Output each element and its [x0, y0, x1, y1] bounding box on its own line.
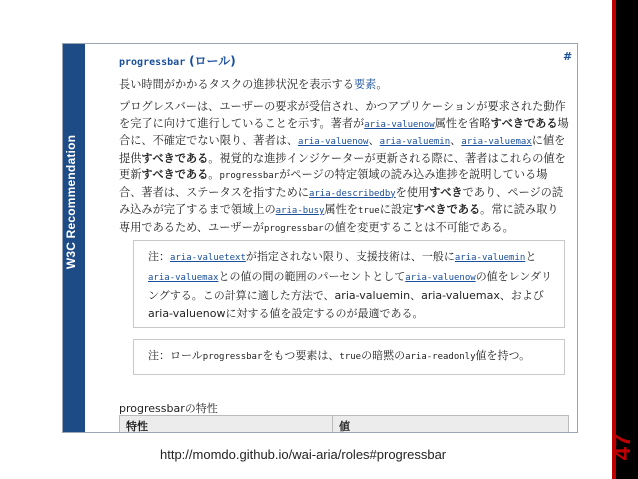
aria-valuemin-link[interactable]: aria-valuemin	[379, 137, 451, 147]
note-text: の暗黙の	[361, 349, 406, 362]
progressbar-code: progressbar	[219, 171, 280, 181]
desc-text: に値を提供	[119, 134, 566, 165]
aria-valuemax-link[interactable]: aria-valuemax	[461, 137, 532, 147]
element-link[interactable]: 要素	[353, 78, 377, 91]
desc-text: がページの特定領域の読み込み進捗を説明している場合、著者は、ステータスを指すために	[119, 168, 548, 199]
source-url: http://momdo.github.io/wai-aria/roles#progressbar	[160, 447, 447, 462]
table-header-cell: 特性	[120, 416, 333, 434]
table-header-cell: 値	[333, 416, 569, 434]
summary-text: 長い時間がかかるタスクの進捗状況を表示する	[119, 78, 354, 91]
note-text: が指定されない限り、支援技術は、一般に	[245, 250, 455, 263]
aria-valuetext-link[interactable]: aria-valuetext	[170, 253, 246, 263]
slide-side-bar	[612, 0, 638, 479]
spec-screenshot	[62, 43, 578, 433]
note-text: との値の間の範囲のパーセントとして	[218, 269, 406, 283]
note-text: と	[525, 250, 537, 263]
properties-heading: progressbarの特性	[119, 402, 218, 415]
slide-accent-line	[612, 0, 616, 479]
permalink-hash[interactable]: #	[563, 50, 573, 63]
desc-text: の値を変更することは不可能である。	[323, 220, 514, 234]
role-description	[119, 99, 569, 237]
aria-busy-link[interactable]: aria-busy	[275, 206, 325, 216]
desc-emphasis: すべきである	[413, 203, 481, 216]
note-text: 値を持つ。	[475, 349, 531, 362]
table-header-row	[120, 416, 569, 434]
desc-text: 場合に、不確定でない限り、著者は、	[119, 116, 569, 147]
aria-valuenow-link[interactable]: aria-valuenow	[298, 137, 369, 147]
aria-readonly-code: aria-readonly	[405, 352, 476, 362]
progressbar-code: progressbar	[202, 352, 263, 362]
properties-table	[119, 415, 569, 433]
desc-emphasis: すべきである	[141, 168, 209, 181]
w3c-status-label: W3C Recommendation	[64, 134, 78, 270]
note-text: 注：ロール	[148, 349, 203, 362]
desc-text: 。視覚的な進捗インジケーターが更新される際に、著者はこれらの値を更新	[119, 151, 566, 181]
desc-text: 、	[368, 134, 380, 147]
aria-valuemax-link[interactable]: aria-valuemax	[148, 272, 219, 283]
note-text: 注：	[148, 250, 170, 263]
role-heading-label: (ロール)	[189, 54, 236, 68]
aria-valuenow-link[interactable]: aria-valuenow	[405, 272, 476, 283]
w3c-status-bar	[63, 44, 85, 432]
desc-text: 属性を省略	[434, 116, 491, 130]
desc-text: を使用	[395, 185, 430, 199]
note-readonly	[133, 339, 565, 375]
desc-text: に設定	[379, 203, 414, 216]
aria-valuemin-link[interactable]: aria-valuemin	[454, 253, 526, 263]
desc-emphasis: すべきである	[490, 116, 558, 130]
desc-text: 。常に読み取り専用であるため、ユーザーが	[119, 203, 559, 234]
role-heading-code: progressbar	[119, 57, 186, 68]
true-code: true	[358, 206, 380, 216]
aria-valuenow-link[interactable]: aria-valuenow	[364, 119, 435, 130]
role-summary	[119, 77, 388, 94]
slide-page-number: 47	[609, 433, 636, 461]
desc-emphasis: すべき	[429, 185, 463, 199]
progressbar-code: progressbar	[264, 223, 324, 234]
note-valuetext	[133, 240, 565, 328]
summary-text-end: 。	[376, 78, 388, 91]
desc-text: プログレスバーは、ユーザーの要求が受信され、かつアプリケーションが要求された動作を完了に向けて進行していることを示す。著者が	[119, 100, 566, 130]
desc-text: であり、ページの読み込みが完了するまで領域上の	[119, 185, 564, 216]
aria-describedby-link[interactable]: aria-describedby	[308, 188, 396, 199]
desc-text: 、	[450, 134, 462, 147]
desc-text: 属性を	[324, 203, 358, 216]
note-text: の値をレンダリングする。この計算に適した方法で、aria-valuemin、aria-valuemax、およびaria-valuenowに対する値を設定するのが最適である。	[148, 269, 552, 320]
note-text: をもつ要素は、	[262, 349, 340, 362]
role-heading	[119, 52, 236, 69]
desc-emphasis: すべきである	[141, 151, 209, 165]
desc-text: 。	[208, 168, 220, 181]
true-code: true	[339, 352, 362, 362]
